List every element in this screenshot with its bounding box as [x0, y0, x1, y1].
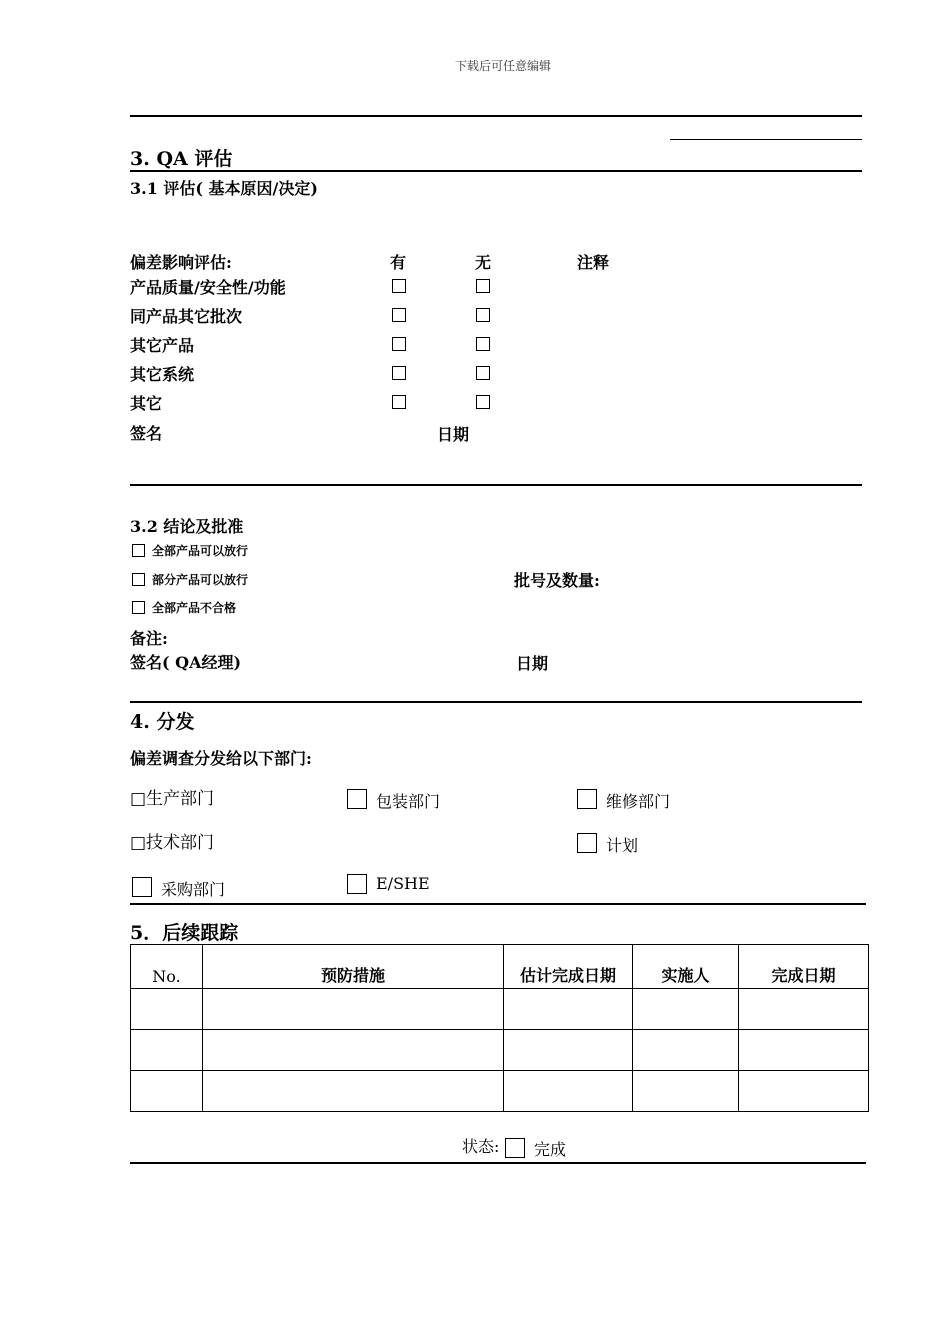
impact-no-checkbox[interactable]	[476, 308, 490, 322]
impact-no-checkbox[interactable]	[476, 395, 490, 409]
top-rule	[130, 115, 862, 117]
page-header-note: 下载后可任意编辑	[454, 59, 551, 73]
dept-planning-checkbox[interactable]	[577, 833, 597, 853]
table-cell[interactable]	[633, 1030, 739, 1071]
reject-all-checkbox[interactable]	[132, 601, 145, 614]
impact-no-checkbox[interactable]	[476, 366, 490, 380]
release-all-label: 全部产品可以放行	[152, 544, 249, 558]
dept-maintenance-checkbox[interactable]	[577, 789, 597, 809]
impact-header: 偏差影响评估:	[130, 253, 232, 272]
section-5-top-rule	[130, 903, 866, 905]
col-no-header: 无	[475, 253, 492, 272]
status-complete-checkbox[interactable]	[505, 1138, 525, 1158]
section-3-2-title: 3.2 结论及批准	[130, 517, 244, 536]
table-cell[interactable]	[633, 989, 739, 1030]
short-rule	[670, 139, 862, 140]
table-header-row	[131, 945, 869, 989]
reject-all-label: 全部产品不合格	[152, 601, 237, 615]
release-partial-label: 部分产品可以放行	[152, 573, 249, 587]
impact-no-checkbox[interactable]	[476, 279, 490, 293]
section-3-rule	[130, 170, 862, 172]
table-cell[interactable]	[739, 1030, 869, 1071]
batch-quantity-label: 批号及数量:	[514, 571, 600, 590]
dept-production[interactable]: □生产部门	[130, 789, 215, 809]
table-cell[interactable]	[203, 1071, 504, 1112]
section-5-title: 5．后续跟踪	[130, 922, 239, 944]
status-label: 状态:	[462, 1137, 500, 1156]
col-no-header: No.	[131, 945, 203, 989]
impact-row-label: 产品质量/安全性/功能	[130, 278, 286, 297]
table-cell[interactable]	[504, 1071, 633, 1112]
dept-maintenance-label: 维修部门	[606, 792, 671, 811]
section-3-1-end-rule	[130, 484, 862, 486]
dept-ehs-checkbox[interactable]	[347, 874, 367, 894]
impact-no-checkbox[interactable]	[476, 337, 490, 351]
section-3-title: 3. QA 评估	[130, 148, 233, 170]
table-row	[131, 989, 869, 1030]
table-row	[131, 1030, 869, 1071]
section-4-top-rule	[130, 701, 862, 703]
table-cell[interactable]	[131, 989, 203, 1030]
distribution-intro: 偏差调查分发给以下部门:	[130, 749, 312, 768]
date-label: 日期	[437, 425, 470, 444]
qa-manager-sign-label: 签名( QA经理)	[130, 653, 242, 672]
impact-yes-checkbox[interactable]	[392, 308, 406, 322]
release-partial-checkbox[interactable]	[132, 573, 145, 586]
section-4-title: 4. 分发	[130, 711, 195, 733]
dept-purchasing-checkbox[interactable]	[132, 877, 152, 897]
qa-date-label: 日期	[516, 654, 549, 673]
table-row	[131, 1071, 869, 1112]
col-est-date-header: 估计完成日期	[504, 945, 633, 989]
col-implementer-header: 实施人	[633, 945, 739, 989]
dept-purchasing-label: 采购部门	[161, 880, 226, 899]
table-cell[interactable]	[131, 1071, 203, 1112]
status-complete-label: 完成	[534, 1140, 567, 1159]
table-cell[interactable]	[203, 989, 504, 1030]
section-3-1-title: 3.1 评估( 基本原因/决定)	[130, 179, 318, 198]
impact-yes-checkbox[interactable]	[392, 366, 406, 380]
col-yes-header: 有	[390, 253, 407, 272]
col-preventive-action-header: 预防措施	[203, 945, 504, 989]
impact-row-label: 其它产品	[130, 336, 195, 355]
sign-label: 签名	[130, 424, 163, 443]
table-cell[interactable]	[633, 1071, 739, 1112]
impact-yes-checkbox[interactable]	[392, 279, 406, 293]
table-cell[interactable]	[739, 1071, 869, 1112]
follow-up-table	[130, 944, 869, 1112]
dept-ehs-label: E/SHE	[376, 874, 430, 893]
table-cell[interactable]	[131, 1030, 203, 1071]
col-done-date-header: 完成日期	[739, 945, 869, 989]
dept-packaging-label: 包装部门	[376, 792, 441, 811]
release-all-checkbox[interactable]	[132, 544, 145, 557]
impact-row-label: 其它	[130, 394, 163, 413]
table-cell[interactable]	[739, 989, 869, 1030]
impact-yes-checkbox[interactable]	[392, 337, 406, 351]
impact-row-label: 同产品其它批次	[130, 307, 243, 326]
dept-packaging-checkbox[interactable]	[347, 789, 367, 809]
dept-planning-label: 计划	[606, 836, 639, 855]
impact-row-label: 其它系统	[130, 365, 195, 384]
dept-technical[interactable]: □技术部门	[130, 833, 215, 853]
bottom-rule	[130, 1162, 866, 1164]
table-cell[interactable]	[504, 1030, 633, 1071]
table-cell[interactable]	[203, 1030, 504, 1071]
table-cell[interactable]	[504, 989, 633, 1030]
col-note-header: 注释	[577, 253, 610, 272]
remarks-label: 备注:	[130, 629, 168, 648]
impact-yes-checkbox[interactable]	[392, 395, 406, 409]
